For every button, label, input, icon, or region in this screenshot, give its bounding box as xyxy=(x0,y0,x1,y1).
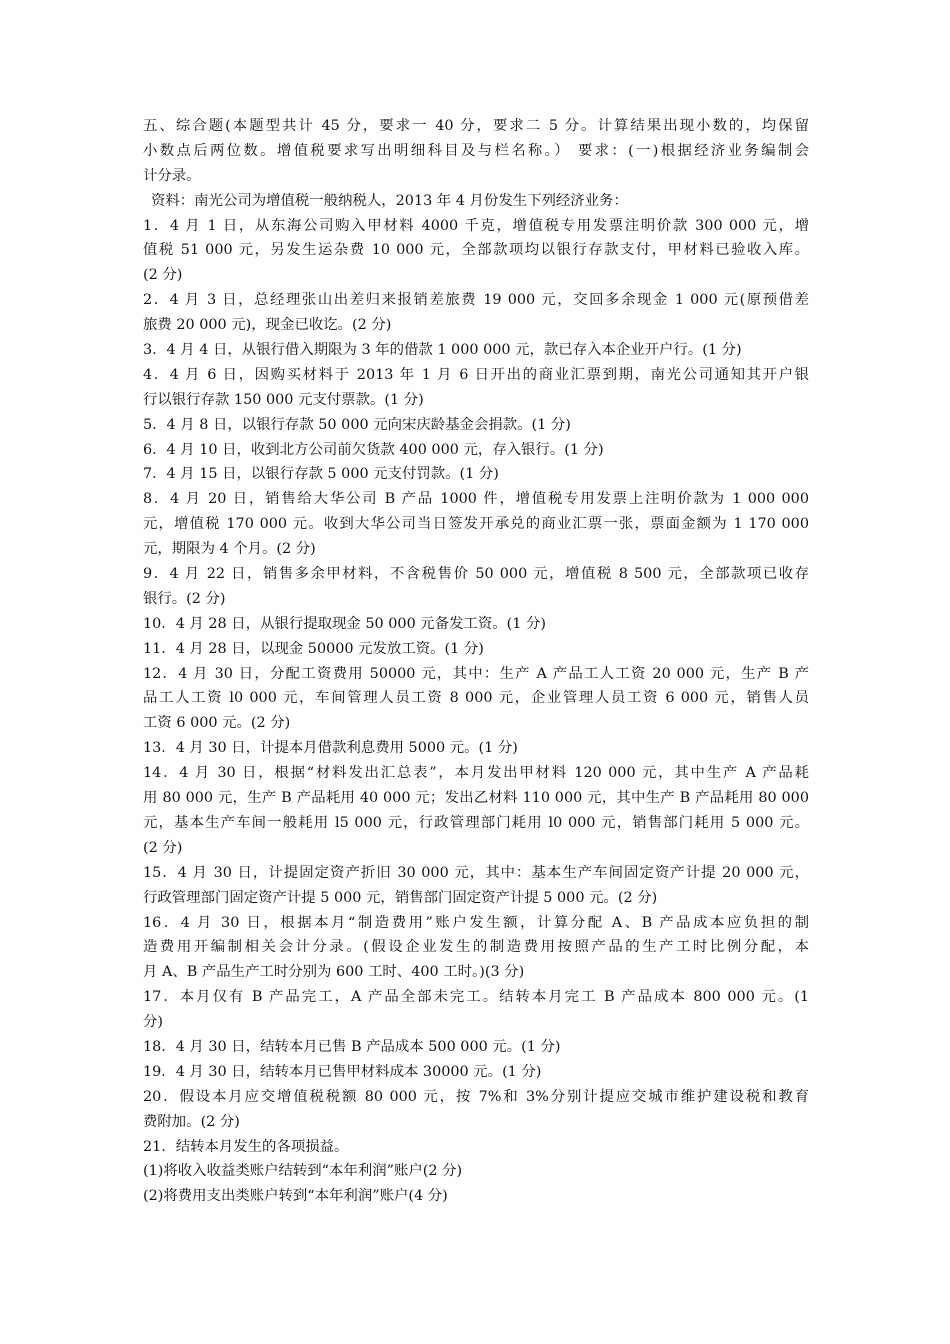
text-line: 用 80 000 元，生产 B 产品耗用 40 000 元；发出乙材料 110 000 元，其中生产 B 产品耗用 80 000 xyxy=(143,790,809,807)
text-line: 月 A、B 产品生产工时分别为 600 工时、400 工时。)(3 分) xyxy=(143,964,525,981)
text-line: 品工人工资 l0 000 元，车间管理人员工资 8 000 元，企业管理人员工资 6 000 元，销售人员 xyxy=(143,690,809,707)
text-line: 费附加。(2 分) xyxy=(143,1113,240,1130)
text-line: 21．结转本月发生的各项损益。 xyxy=(143,1138,349,1155)
text-line: 12．4 月 30 日，分配工资费用 50000 元，其中：生产 A 产品工人工资 20 000 元，生产 B 产 xyxy=(143,665,809,682)
text-line: 值税 51 000 元，另发生运杂费 10 000 元，全部款项均以银行存款支付，甲材料已验收入库。 xyxy=(143,242,809,259)
text-line: 20．假设本月应交增值税税额 80 000 元，按 7%和 3%分别计提应交城市维护建设税和教育 xyxy=(143,1088,809,1105)
text-line: 计分录。 xyxy=(143,167,201,184)
text-line: 银行。(2 分) xyxy=(143,590,226,607)
text-line: 13．4 月 30 日，计提本月借款利息费用 5000 元。(1 分) xyxy=(143,740,518,757)
text-line: 17．本月仅有 B 产品完工，A 产品全部未完工。结转本月完工 B 产品成本 800 000 元。(1 xyxy=(143,989,809,1006)
text-line: 行以银行存款 150 000 元支付票款。(1 分) xyxy=(143,391,424,408)
text-line: 分) xyxy=(143,1014,164,1031)
text-line: 8．4 月 20 日，销售给大华公司 B 产品 1000 件，增值税专用发票上注明价款为 1 000 000 xyxy=(143,491,809,508)
text-line: 4．4 月 6 日，因购买材料于 2013 年 1 月 6 日开出的商业汇票到期，南光公司通知其开户银 xyxy=(143,366,809,383)
text-line: 小数点后两位数。增值税要求写出明细科目及与栏名称。） 要求：(一)根据经济业务编制会 xyxy=(143,142,809,159)
text-line: 10．4 月 28 日，从银行提取现金 50 000 元备发工资。(1 分) xyxy=(143,615,546,632)
text-line: 资料：南光公司为增值税一般纳税人，2013 年 4 月份发生下列经济业务： xyxy=(151,192,628,209)
text-line: 9．4 月 22 日，销售多余甲材料，不含税售价 50 000 元，增值税 8 500 元，全部款项已收存 xyxy=(143,566,809,583)
text-line: 2．4 月 3 日，总经理张山出差归来报销差旅费 19 000 元，交回多余现金 1 000 元(原预借差 xyxy=(143,292,809,309)
text-line: 元，期限为 4 个月。(2 分) xyxy=(143,541,316,558)
text-line: 15．4 月 30 日，计提固定资产折旧 30 000 元，其中：基本生产车间固定资产计提 20 000 元， xyxy=(143,864,809,881)
text-line: 元，基本生产车间一般耗用 l5 000 元，行政管理部门耗用 l0 000 元，销售部门耗用 5 000 元。 xyxy=(143,814,809,831)
text-line: 7．4 月 15 日，以银行存款 5 000 元支付罚款。(1 分) xyxy=(143,466,499,483)
text-line: (2 分) xyxy=(143,267,183,284)
document-page xyxy=(143,114,809,1209)
text-line: 1．4 月 1 日，从东海公司购入甲材料 4000 千克，增值税专用发票注明价款 300 000 元，增 xyxy=(143,217,809,234)
text-line: (1)将收入收益类账户结转到“本年利润”账户(2 分) xyxy=(143,1163,463,1180)
text-line: 工资 6 000 元。(2 分) xyxy=(143,715,291,732)
text-line: 旅费 20 000 元)，现金已收讫。(2 分) xyxy=(143,317,392,334)
text-line: 5．4 月 8 日，以银行存款 50 000 元向宋庆龄基金会捐款。(1 分) xyxy=(143,416,571,433)
text-line: (2)将费用支出类账户转到“本年利润”账户(4 分) xyxy=(143,1188,448,1205)
text-line: 19．4 月 30 日，结转本月已售甲材料成本 30000 元。(1 分) xyxy=(143,1063,542,1080)
text-line: (2 分) xyxy=(143,839,183,856)
text-line: 18．4 月 30 日，结转本月已售 B 产品成本 500 000 元。(1 分) xyxy=(143,1038,561,1055)
text-line: 3．4 月 4 日，从银行借入期限为 3 年的借款 1 000 000 元，款已存入本企业开户行。(1 分) xyxy=(143,342,742,359)
text-line: 行政管理部门固定资产计提 5 000 元，销售部门固定资产计提 5 000 元。(2 分) xyxy=(143,889,658,906)
text-line: 五、综合题(本题型共计 45 分，要求一 40 分，要求二 5 分。计算结果出现小数的，均保留 xyxy=(143,118,809,134)
text-line: 16．4 月 30 日，根据本月“制造费用”账户发生额，计算分配 A、B 产品成本应负担的制 xyxy=(143,914,809,931)
text-line: 14．4 月 30 日，根据“材料发出汇总表”，本月发出甲材料 120 000 元，其中生产 A 产品耗 xyxy=(143,765,809,782)
text-line: 11．4 月 28 日，以现金 50000 元发放工资。(1 分) xyxy=(143,640,484,657)
text-line: 元，增值税 170 000 元。收到大华公司当日签发开承兑的商业汇票一张，票面金额为 1 170 000 xyxy=(143,516,809,533)
text-line: 造费用开编制相关会计分录。(假设企业发生的制造费用按照产品的生产工时比例分配，本 xyxy=(143,939,809,956)
text-line: 6．4 月 10 日，收到北方公司前欠货款 400 000 元，存入银行。(1 分) xyxy=(143,441,604,458)
